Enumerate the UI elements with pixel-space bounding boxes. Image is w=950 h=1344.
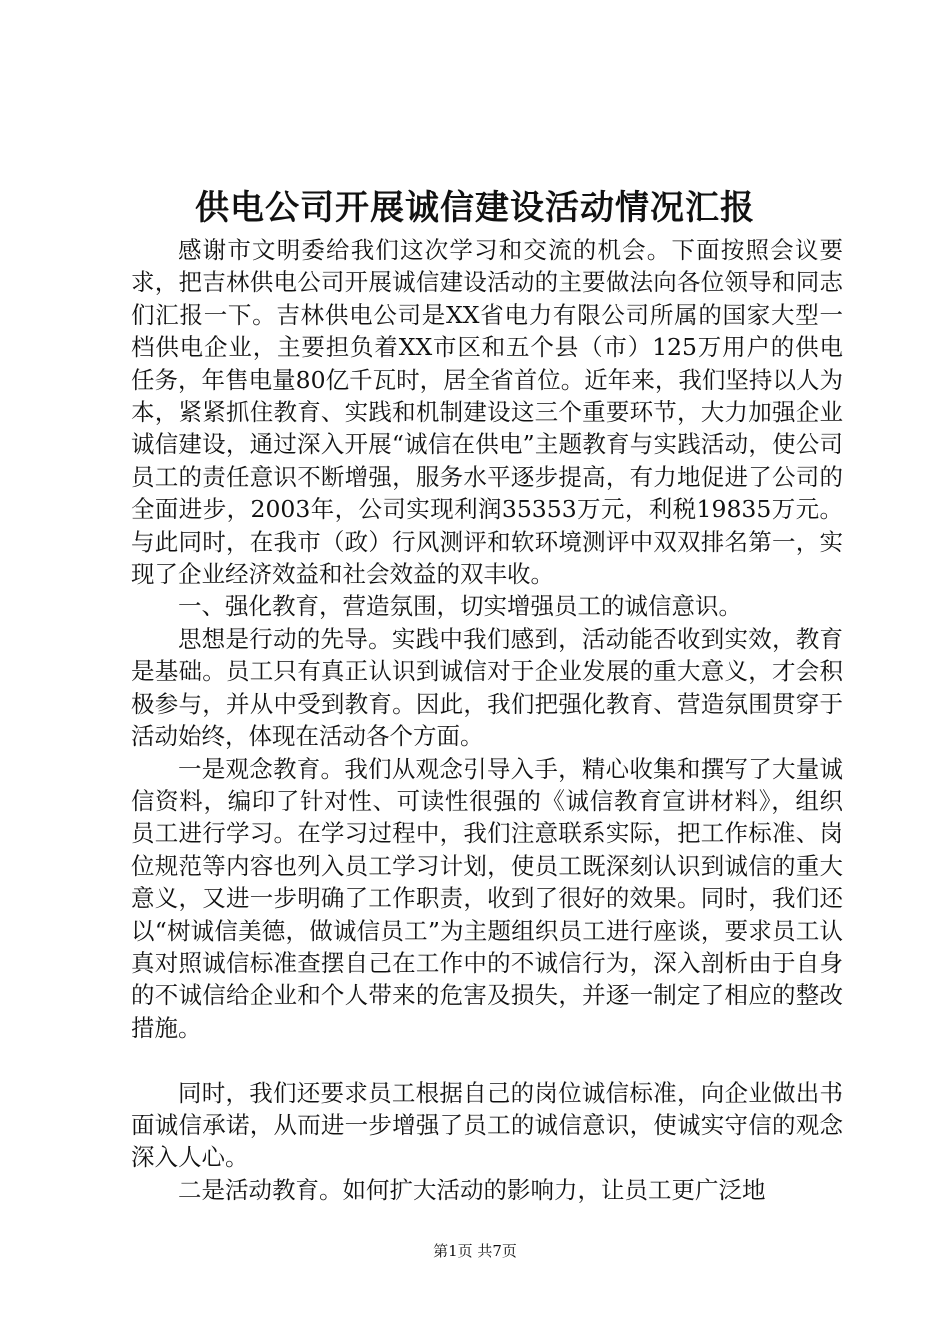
page-number-footer: 第1页 共7页	[433, 1242, 517, 1260]
section-heading-1: 一、强化教育，营造氛围，切实增强员工的诚信意识。	[178, 592, 742, 621]
document-title: 供电公司开展诚信建设活动情况汇报	[195, 188, 755, 228]
paragraph-activity-education: 二是活动教育。如何扩大活动的影响力，让员工更广泛地	[178, 1175, 766, 1204]
paragraph-spacer	[131, 1044, 843, 1076]
paragraph-intro: 感谢市文明委给我们这次学习和交流的机会。下面按照会议要求，把吉林供电公司开展诚信建设活动的主要做法向各位领导和同志们汇报一下。吉林供电公司是XX省电力有限公司所属的国家大型一档供电企业，主要担负着XX市区和五个县（市）125万用户的供电任务，年售电量80亿千瓦时，居全省首位。近年来，我们坚持以人为本，紧紧抓住教育、实践和机制建设这三个重要环节，大力加强企业诚信建设，通过深入开展“诚信在供电”主题教育与实践活动，使公司员工的责任意识不断增强，服务水平逐步提高，有力地促进了公司的全面进步，2003年，公司实现利润35353万元，利税19835万元。与此同时，在我市（政）行风测评和软环境测评中双双排名第一，实现了企业经济效益和社会效益的双丰收。	[131, 236, 843, 589]
paragraph-commitment: 同时，我们还要求员工根据自己的岗位诚信标准，向企业做出书面诚信承诺，从而进一步增强了员工的诚信意识，使诚实守信的观念深入人心。	[131, 1078, 843, 1172]
document-body	[131, 234, 843, 1206]
paragraph-education: 思想是行动的先导。实践中我们感到，活动能否收到实效，教育是基础。员工只有真正认识到诚信对于企业发展的重大意义，才会积极参与，并从中受到教育。因此，我们把强化教育、营造氛围贯穿于活动始终，体现在活动各个方面。	[131, 624, 843, 751]
paragraph-concept-education: 一是观念教育。我们从观念引导入手，精心收集和撰写了大量诚信资料，编印了针对性、可读性很强的《诚信教育宣讲材料》，组织员工进行学习。在学习过程中，我们注意联系实际，把工作标准、岗位规范等内容也列入员工学习计划，使员工既深刻认识到诚信的重大意义，又进一步明确了工作职责，收到了很好的效果。同时，我们还以“树诚信美德，做诚信员工”为主题组织员工进行座谈，要求员工认真对照诚信标准查摆自己在工作中的不诚信行为，深入剖析由于自身的不诚信给企业和个人带来的危害及损失，并逐一制定了相应的整改措施。	[131, 754, 843, 1042]
